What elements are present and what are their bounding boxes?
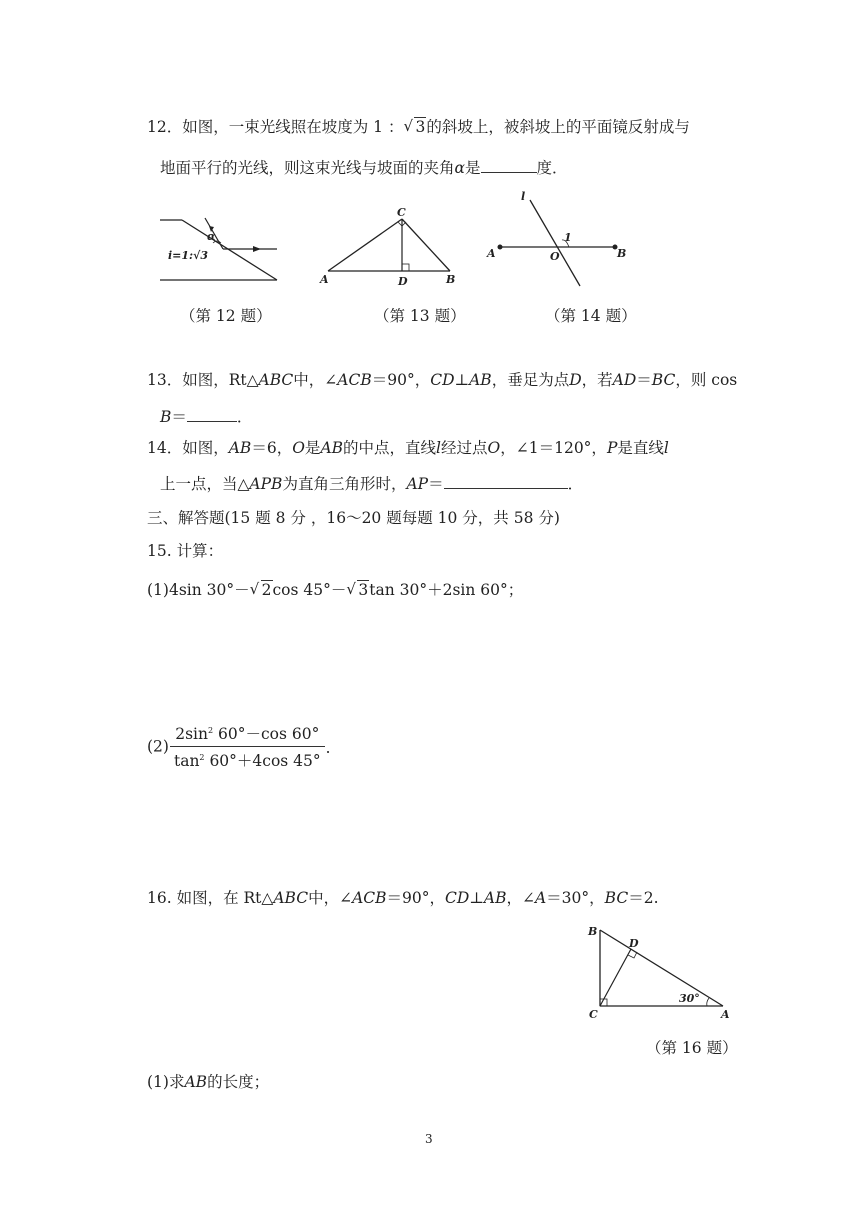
fig16-angle: 30° — [679, 992, 700, 1005]
fig16-A: A — [721, 1008, 730, 1021]
fig16-D: D — [629, 937, 639, 950]
fig14-B: B — [617, 247, 627, 260]
q16-line1: 16. 如图，在 Rt△ABC中，∠ACB＝90°，CD⊥AB，∠A＝30°，BC＝2. — [147, 889, 659, 907]
q12-text: 12．如图，一束光线照在坡度为 1 ： — [147, 118, 404, 136]
fig13-C: C — [397, 206, 406, 219]
fig14-angle: 1 — [564, 231, 572, 244]
fig16-B: B — [588, 925, 598, 938]
fig14-A: A — [487, 247, 496, 260]
sqrt-3: √ 3 — [403, 116, 426, 138]
q16-part1: (1)求AB的长度； — [147, 1073, 270, 1091]
figure-13 — [318, 205, 463, 290]
fig14-l: l — [521, 190, 526, 203]
fig13-B: B — [446, 273, 456, 286]
fig16-C: C — [589, 1008, 598, 1021]
q15-fraction: $\frac{2\sin^2 60^\circ-\cos 60^\circ}{\tan^2 60^\circ+4\cos 45^\circ}$ — [170, 722, 325, 771]
fig12-alpha: α — [207, 230, 216, 243]
q12-line2: 地面平行的光线，则这束光线与坡面的夹角α是 度． — [160, 156, 568, 179]
fig13-A: A — [320, 273, 329, 286]
q12-line1: 12．如图，一束光线照在坡度为 1 ：√ 3的斜坡上，被斜坡上的平面镜反射成与 — [147, 116, 690, 138]
answer-blank-q14[interactable] — [444, 472, 568, 489]
figure-16 — [585, 922, 735, 1022]
sqrt-3: √ 3 — [346, 579, 369, 601]
q14-line1: 14．如图，AB＝6，O是AB的中点，直线l经过点O，∠1＝120°，P是直线l — [147, 439, 669, 457]
figure-14 — [485, 190, 635, 290]
fig16-caption: （第 16 题） — [646, 1039, 738, 1057]
q14-line2: 上一点，当△APB为直角三角形时，AP＝ ． — [160, 472, 583, 495]
fig12-caption: （第 12 题） — [180, 307, 272, 325]
q13-line1: 13．如图，Rt△ABC中，∠ACB＝90°，CD⊥AB，垂足为点D，若AD＝BC，则 cos — [147, 371, 738, 389]
q15-part1: (1)4sin 30°－√ 2cos 45°－√ 3tan 30°＋2sin 60°； — [147, 579, 523, 601]
section3-title: 三、解答题(15 题 8 分 ，16～20 题每题 10 分，共 58 分) — [147, 509, 560, 527]
fig13-D: D — [398, 275, 408, 288]
fig12-slope-label: i=1:√3 — [168, 249, 208, 262]
answer-blank-q13[interactable] — [187, 405, 237, 422]
answer-blank-q12[interactable] — [481, 156, 537, 173]
fig13-caption: （第 13 题） — [374, 307, 466, 325]
q15-title: 15. 计算： — [147, 542, 224, 560]
sqrt-2: √ 2 — [250, 579, 273, 601]
figure-12 — [155, 212, 285, 287]
page-number: 3 — [425, 1132, 433, 1146]
q13-line2: B＝ ． — [160, 405, 252, 428]
fig14-caption: （第 14 题） — [545, 307, 637, 325]
fig14-O: O — [550, 250, 560, 263]
q15-part2: (2) $\frac{2\sin^2 60^\circ-\cos 60^\circ}{\tan^2 60^\circ+4\cos 45^\circ}$ ． — [147, 722, 341, 771]
